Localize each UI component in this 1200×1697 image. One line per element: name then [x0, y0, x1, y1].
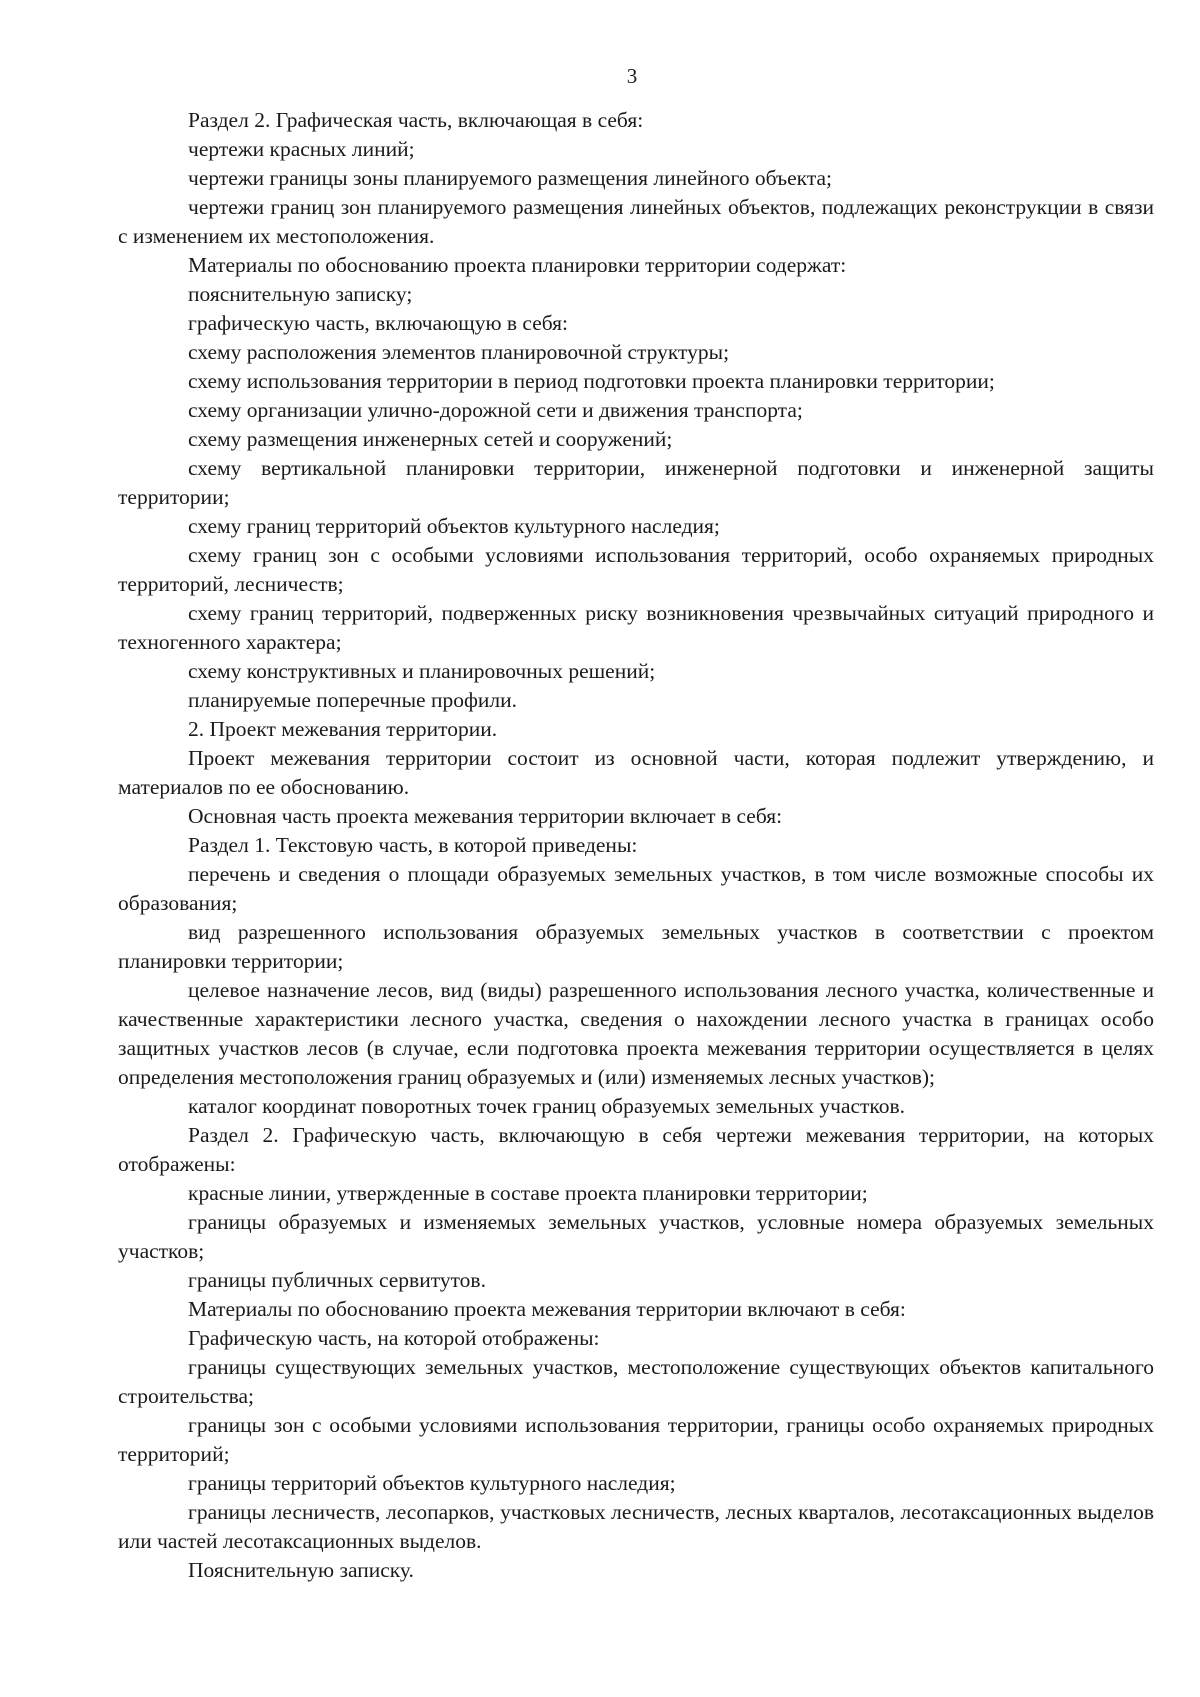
paragraph: чертежи границ зон планируемого размещения линейных объектов, подлежащих реконструкции в связи с изменением их местоположения. [118, 195, 1154, 248]
paragraph: графическую часть, включающую в себя: [188, 311, 569, 335]
paragraph: границы лесничеств, лесопарков, участковых лесничеств, лесных кварталов, лесотаксационных выделов или частей лесотаксационных выделов. [118, 1500, 1154, 1553]
paragraph: Проект межевания территории состоит из основной части, которая подлежит утверждению, и материалов по ее обоснованию. [118, 746, 1154, 799]
paragraph: границы существующих земельных участков, местоположение существующих объектов капитального строительства; [118, 1355, 1154, 1408]
paragraph: границы образуемых и изменяемых земельных участков, условные номера образуемых земельных участков; [118, 1210, 1154, 1263]
paragraph: Материалы по обоснованию проекта планировки территории содержат: [188, 253, 847, 277]
paragraph: чертежи границы зоны планируемого размещения линейного объекта; [188, 166, 833, 190]
paragraph: схему границ зон с особыми условиями использования территорий, особо охраняемых природных территорий, лесничеств; [118, 543, 1154, 596]
paragraph: схему расположения элементов планировочной структуры; [188, 340, 730, 364]
paragraph: вид разрешенного использования образуемых земельных участков в соответствии с проектом планировки территории; [118, 920, 1154, 973]
paragraph: границы публичных сервитутов. [188, 1268, 486, 1292]
paragraph: схему использования территории в период подготовки проекта планировки территории; [188, 369, 995, 393]
paragraph: Раздел 2. Графическая часть, включающая в себя: [188, 108, 644, 132]
paragraph: схему размещения инженерных сетей и сооружений; [188, 427, 673, 451]
paragraph: схему границ территорий объектов культурного наследия; [188, 514, 720, 538]
paragraph: Графическую часть, на которой отображены: [188, 1326, 600, 1350]
paragraph: границы зон с особыми условиями использования территории, границы особо охраняемых природных территорий; [118, 1413, 1154, 1466]
paragraph: красные линии, утвержденные в составе проекта планировки территории; [188, 1181, 868, 1205]
paragraph: каталог координат поворотных точек границ образуемых земельных участков. [188, 1094, 906, 1118]
paragraph: схему конструктивных и планировочных решений; [188, 659, 656, 683]
paragraph: схему организации улично-дорожной сети и движения транспорта; [188, 398, 803, 422]
paragraph: перечень и сведения о площади образуемых земельных участков, в том числе возможные способы их образования; [118, 862, 1154, 915]
paragraph: Пояснительную записку. [188, 1558, 414, 1582]
paragraph: Раздел 2. Графическую часть, включающую в себя чертежи межевания территории, на которых отображены: [118, 1123, 1154, 1176]
paragraph: целевое назначение лесов, вид (виды) разрешенного использования лесного участка, количественные и качественные характеристики лесного участка, сведения о нахождении лесного участка в границах особо защитных участков лесов (в случае, если подготовка проекта межевания территории осуществляется в целях определения местоположения границ образуемых и (или) изменяемых лесных участков); [118, 978, 1154, 1089]
paragraph: пояснительную записку; [188, 282, 413, 306]
paragraph: Раздел 1. Текстовую часть, в которой приведены: [188, 833, 638, 857]
page-number: 3 [626, 64, 638, 88]
paragraph: схему границ территорий, подверженных риску возникновения чрезвычайных ситуаций природного и техногенного характера; [118, 601, 1154, 654]
document-body [118, 106, 1154, 1585]
paragraph: планируемые поперечные профили. [188, 688, 518, 712]
paragraph: схему вертикальной планировки территории, инженерной подготовки и инженерной защиты территории; [118, 456, 1154, 509]
paragraph: Материалы по обоснованию проекта межевания территории включают в себя: [188, 1297, 906, 1321]
section-heading: 2. Проект межевания территории. [188, 717, 498, 741]
paragraph: границы территорий объектов культурного наследия; [188, 1471, 676, 1495]
paragraph: Основная часть проекта межевания территории включает в себя: [188, 804, 783, 828]
paragraph: чертежи красных линий; [188, 137, 415, 161]
